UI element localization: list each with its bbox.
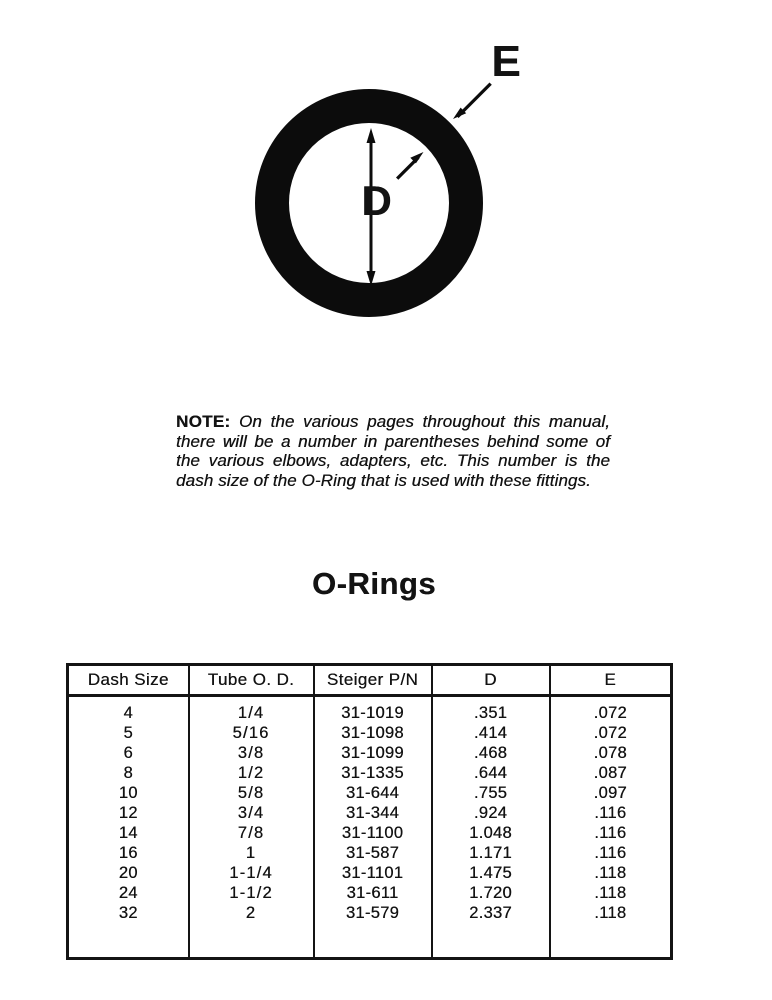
table-cell: 5/8 <box>189 783 314 803</box>
table-cell: 31-579 <box>314 903 432 923</box>
table-cell: 7/8 <box>189 823 314 843</box>
table-cell: .087 <box>593 763 627 782</box>
col-header-tube-od: Tube O. D. <box>189 665 314 696</box>
table-row <box>68 783 672 803</box>
table-cell: 3/8 <box>189 743 314 763</box>
table-cell: 1/4 <box>189 696 314 724</box>
table-row <box>68 823 672 843</box>
table-row <box>68 863 672 883</box>
table-cell: 31-1100 <box>314 823 432 843</box>
table-cell: 31-587 <box>314 843 432 863</box>
table-row <box>68 883 672 903</box>
table-row <box>68 696 672 724</box>
table-cell: 31-1099 <box>314 743 432 763</box>
table-cell: .116 <box>594 803 627 822</box>
table-cell: 31-1019 <box>314 696 432 724</box>
table-cell: .118 <box>594 903 627 922</box>
note-label: NOTE: <box>176 412 231 431</box>
note-line: dash size of the O-Ring that is used with these fittings. <box>176 470 591 490</box>
table-cell: 1/2 <box>189 763 314 783</box>
table-cell: .644 <box>432 763 550 783</box>
table-row <box>68 803 672 823</box>
note-line: the various elbows, adapters, etc. This number is the <box>176 451 610 470</box>
table-row <box>68 723 672 743</box>
page-title: O-Rings <box>311 566 437 601</box>
table-cell: 5 <box>68 723 189 743</box>
table-cell: 3/4 <box>189 803 314 823</box>
e-inner-arrow <box>396 152 424 180</box>
table-cell: .072 <box>593 723 627 742</box>
table-cell: 4 <box>68 696 189 724</box>
table-cell: .351 <box>432 696 550 724</box>
table-cell: 16 <box>68 843 189 863</box>
table-cell: .078 <box>593 743 627 762</box>
table-cell: .755 <box>432 783 550 803</box>
table-cell: 20 <box>68 863 189 883</box>
table-row <box>68 903 672 923</box>
table-cell: 32 <box>68 903 189 923</box>
col-header-dash-size: Dash Size <box>68 665 189 696</box>
note-text: On the various pages throughout this manual, <box>238 412 610 431</box>
table-cell: 2 <box>189 903 314 923</box>
table-row <box>68 743 672 763</box>
col-header-d: D <box>432 665 550 696</box>
orings-table <box>66 663 673 960</box>
table-cell: 31-1098 <box>314 723 432 743</box>
note-line: there will be a number in parentheses behind some of <box>176 431 610 451</box>
table-cell: 10 <box>68 783 189 803</box>
table-cell: 1 <box>189 843 314 863</box>
col-header-steiger-pn: Steiger P/N <box>314 665 432 696</box>
table-cell: 1-1/2 <box>189 883 314 903</box>
table-header-row <box>68 665 672 696</box>
table-row <box>68 763 672 783</box>
table-cell: 12 <box>68 803 189 823</box>
e-outer-arrow <box>453 83 492 120</box>
table-cell: 1-1/4 <box>189 863 314 883</box>
table-cell: 8 <box>68 763 189 783</box>
col-header-e: E <box>550 665 672 696</box>
table-cell: 6 <box>68 743 189 763</box>
table-cell: 31-644 <box>314 783 432 803</box>
table-cell: 31-344 <box>314 803 432 823</box>
table-cell: 31-1335 <box>314 763 432 783</box>
table-cell: .924 <box>432 803 550 823</box>
table-cell: .116 <box>594 823 627 842</box>
table-cell: .097 <box>593 783 627 802</box>
table-cell: 1.171 <box>432 843 550 863</box>
table-cell: 14 <box>68 823 189 843</box>
table-cell: .118 <box>594 883 627 902</box>
table-spacer-row <box>68 923 672 959</box>
table-cell: .414 <box>432 723 550 743</box>
table-cell: 31-1101 <box>314 863 432 883</box>
table-cell: .468 <box>432 743 550 763</box>
table-cell: 24 <box>68 883 189 903</box>
table-cell: 1.720 <box>432 883 550 903</box>
table-cell: 31-611 <box>314 883 432 903</box>
note-paragraph <box>176 412 610 490</box>
table-cell: 1.048 <box>432 823 550 843</box>
table-cell: .116 <box>594 843 627 862</box>
table-cell: 1.475 <box>432 863 550 883</box>
inner-diameter-label: D <box>361 177 393 225</box>
orings-table-body <box>68 696 672 924</box>
table-cell: .072 <box>593 703 627 722</box>
table-row <box>68 843 672 863</box>
table-cell: 2.337 <box>432 903 550 923</box>
note-line <box>176 412 610 432</box>
cross-section-label: E <box>491 37 521 86</box>
table-cell: 5/16 <box>189 723 314 743</box>
table-cell: .118 <box>594 863 627 882</box>
